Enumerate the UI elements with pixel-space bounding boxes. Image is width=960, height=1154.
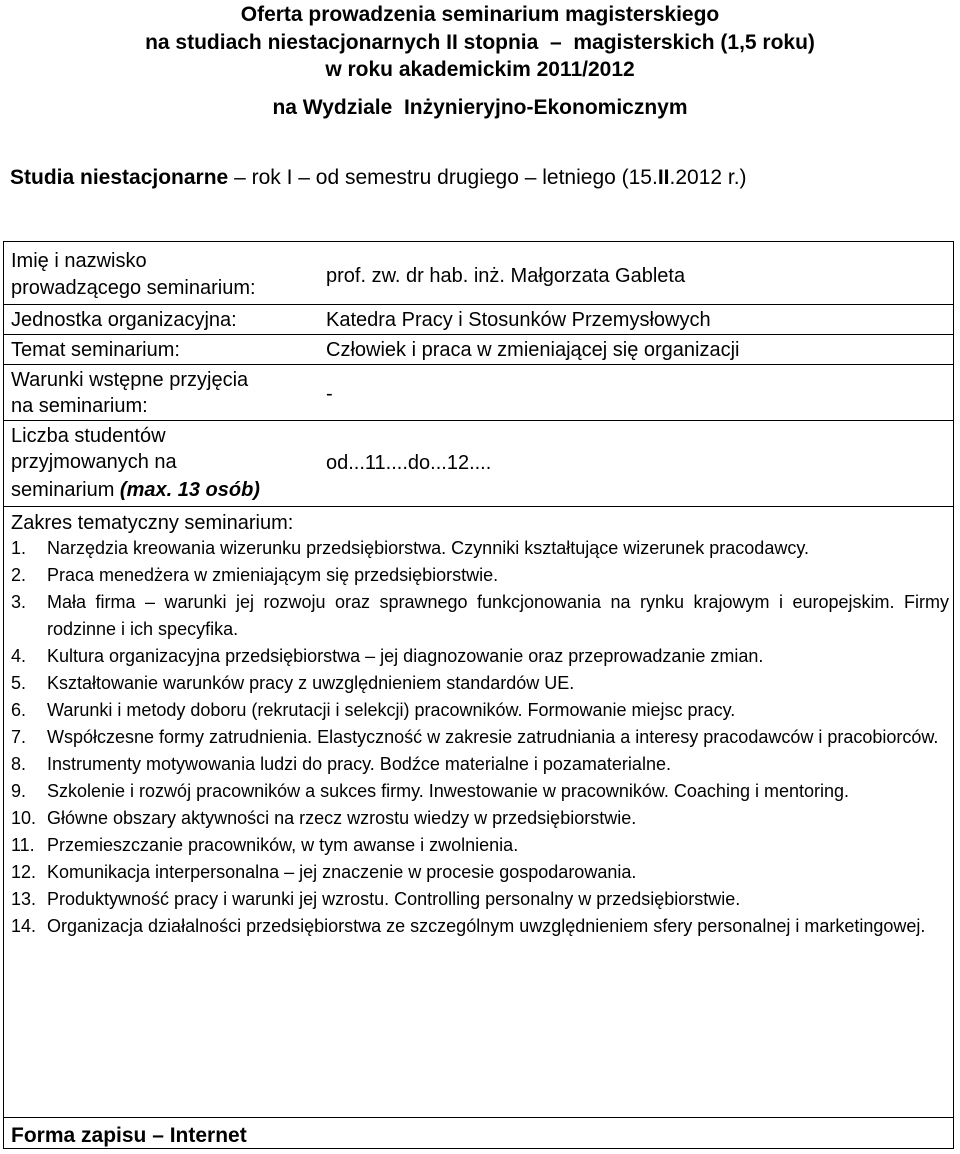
list-item: 5. Kształtowanie warunków pracy z uwzględnieniem standardów UE. — [11, 673, 575, 693]
study-mode-date: .2012 r.) — [669, 166, 747, 189]
supervisor-label-1: Imię i nazwisko — [11, 250, 147, 272]
list-item: 8. Instrumenty motywowania ludzi do pracy. Bodźce materialne i pozamaterialne. — [11, 754, 671, 774]
document-title-line-3: w roku akademickim 2011/2012 — [325, 58, 635, 81]
study-mode-bold: Studia niestacjonarne — [10, 166, 229, 189]
supervisor-label-2: prowadzącego seminarium: — [11, 277, 256, 299]
list-item: 6. Warunki i metody doboru (rekrutacji i selekcji) pracowników. Formowanie miejsc pracy. — [11, 700, 736, 720]
list-item: 9. Szkolenie i rozwój pracowników a sukces firmy. Inwestowanie w pracowników. Coaching i mentoring. — [11, 781, 850, 801]
list-item: 2. Praca menedżera w zmieniającym się przedsiębiorstwie. — [11, 565, 499, 585]
unit-value: Katedra Pracy i Stosunków Przemysłowych — [326, 309, 711, 331]
requirements-label-1: Warunki wstępne przyjęcia — [11, 369, 249, 391]
students-label-1: Liczba studentów — [11, 425, 166, 447]
topic-value: Człowiek i praca w zmieniającej się organizacji — [326, 339, 740, 361]
students-max: (max. 13 osób) — [119, 479, 260, 501]
list-item: 11. Przemieszczanie pracowników, w tym awanse i zwolnienia. — [11, 835, 519, 855]
requirements-value: - — [326, 383, 333, 405]
list-item: 14. Organizacja działalności przedsiębiorstwa ze szczególnym uwzględnieniem sfery personalnej i marketingowej. — [11, 916, 926, 936]
list-item: 1. Narzędzia kreowania wizerunku przedsiębiorstwa. Czynniki kształtujące wizerunek pracodawcy. — [11, 538, 809, 558]
row-divider — [4, 506, 953, 507]
list-item: 7. Współczesne formy zatrudnienia. Elastyczność w zakresie zatrudniania a interesy pracodawców i pracobiorców. — [11, 727, 939, 747]
enrollment-form-label: Forma zapisu – Internet — [11, 1124, 247, 1147]
seminar-form-table — [3, 241, 954, 1149]
study-mode-line — [10, 165, 747, 191]
list-item: 10. Główne obszary aktywności na rzecz wzrostu wiedzy w przedsiębiorstwie. — [11, 808, 637, 828]
row-divider — [4, 304, 953, 305]
students-label-3 — [11, 478, 260, 503]
supervisor-value: prof. zw. dr hab. inż. Małgorzata Gableta — [326, 265, 686, 287]
scope-title: Zakres tematyczny seminarium: — [11, 512, 294, 534]
row-divider — [4, 1117, 953, 1118]
study-mode-semester: II — [657, 166, 670, 189]
students-value: od...11....do...12.... — [326, 452, 492, 474]
students-label-2: przyjmowanych na — [11, 451, 177, 473]
document-title-line-1: Oferta prowadzenia seminarium magisterskiego — [240, 3, 720, 26]
row-divider — [4, 334, 953, 335]
row-divider — [4, 420, 953, 421]
faculty-title: na Wydziale Inżynieryjno-Ekonomicznym — [272, 96, 688, 119]
row-divider — [4, 364, 953, 365]
list-item: 3. Mała firma – warunki jej rozwoju oraz sprawnego funkcjonowania na rynku krajowym i europejskim. Firmy rodzinne i ich specyfika. — [11, 592, 949, 639]
students-label-3-text: seminarium — [11, 479, 120, 501]
document-title-line-2: na studiach niestacjonarnych II stopnia – magisterskich (1,5 roku) — [145, 31, 815, 54]
topic-label: Temat seminarium: — [11, 339, 180, 361]
requirements-label-2: na seminarium: — [11, 395, 148, 417]
list-item: 4. Kultura organizacyjna przedsiębiorstwa – jej diagnozowanie oraz przeprowadzanie zmian. — [11, 646, 764, 666]
unit-label: Jednostka organizacyjna: — [11, 309, 237, 331]
scope-list — [11, 535, 949, 940]
list-item: 13. Produktywność pracy i warunki jej wzrostu. Controlling personalny w przedsiębiorstwie. — [11, 889, 741, 909]
list-item: 12. Komunikacja interpersonalna – jej znaczenie w procesie gospodarowania. — [11, 862, 637, 882]
study-mode-rest: – rok I – od semestru drugiego – letniego (15. — [228, 166, 658, 189]
